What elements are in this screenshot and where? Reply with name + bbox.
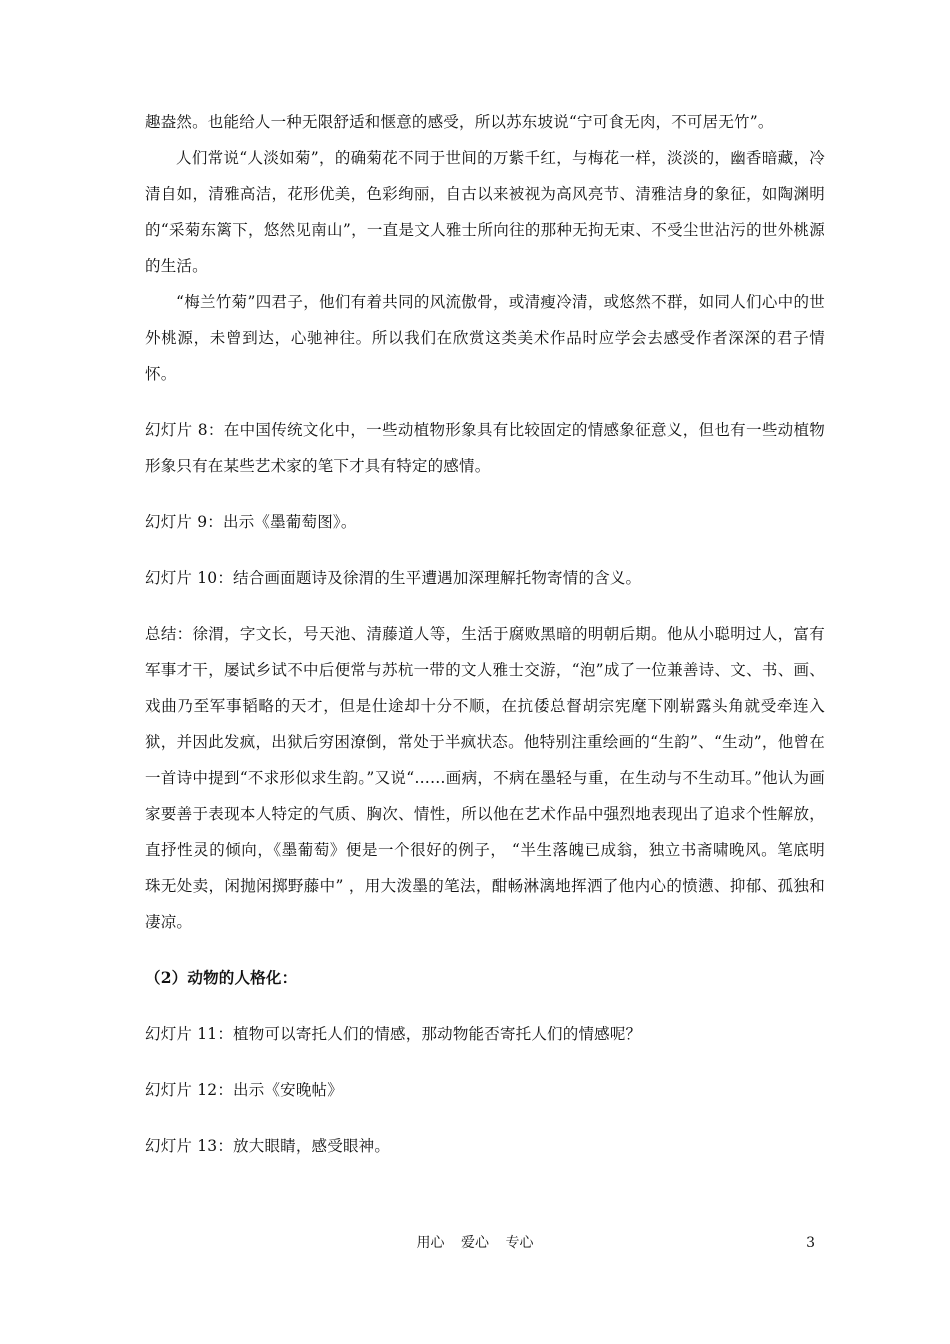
- paragraph-summary: 总结：徐渭，字文长，号天池、清藤道人等，生活于腐败黑暗的明朝后期。他从小聪明过人，富有军事才干，屡试乡试不中后便常与苏杭一带的文人雅士交游，“泡”成了一位兼善诗、文、书、画、戏曲乃至军事韬略的天才，但是仕途却十分不顺，在抗倭总督胡宗宪麾下刚崭露头角就受牵连入狱，并因此发疯，出狱后穷困潦倒，常处于半疯状态。他特别注重绘画的“生韵”、“生动”，他曾在一首诗中提到“不求形似求生韵。”又说“……画病，不病在墨轻与重，在生动与不生动耳。”他认为画家要善于表现本人特定的气质、胸次、情性，所以他在艺术作品中强烈地表现出了追求个性解放，直抒性灵的倾向，《墨葡萄》便是一个很好的例子， “半生落魄已成翁，独立书斋啸晚风。笔底明珠无处卖，闲抛闲掷野藤中” ，用大泼墨的笔法，酣畅淋漓地挥洒了他内心的愤懑、抑郁、孤独和凄凉。: [145, 625, 825, 931]
- paragraph-slide-10: 幻灯片 10：结合画面题诗及徐渭的生平遭遇加深理解托物寄情的含义。: [145, 569, 642, 587]
- paragraph-slide-13: 幻灯片 13：放大眼睛，感受眼神。: [145, 1137, 391, 1155]
- paragraph-slide-8: 幻灯片 8：在中国传统文化中，一些动植物形象具有比较固定的情感象征意义，但也有一些动植物形象只有在某些艺术家的笔下才具有特定的感情。: [145, 421, 825, 475]
- page-number: 3: [806, 1235, 815, 1251]
- paragraph-four-gentlemen: “梅兰竹菊”四君子，他们有着共同的风流傲骨，或清瘦冷清，或悠然不群，如同人们心中的世外桃源，未曾到达，心驰神往。所以我们在欣赏这类美术作品时应学会去感受作者深深的君子情怀。: [145, 293, 825, 383]
- footer-motto: 用心 爱心 专心: [416, 1235, 534, 1251]
- document-body: [145, 104, 825, 1164]
- section-heading-animal-personification: （2）动物的人格化：: [145, 968, 298, 987]
- paragraph-slide-11: 幻灯片 11：植物可以寄托人们的情感，那动物能否寄托人们的情感呢？: [145, 1025, 642, 1043]
- paragraph-bamboo-continuation: 趣盎然。也能给人一种无限舒适和惬意的感受，所以苏东坡说“宁可食无肉，不可居无竹”。: [145, 113, 774, 131]
- paragraph-slide-12: 幻灯片 12：出示《安晚帖》: [145, 1081, 343, 1099]
- paragraph-slide-9: 幻灯片 9：出示《墨葡萄图》。: [145, 513, 357, 531]
- paragraph-chrysanthemum: 人们常说“人淡如菊”，的确菊花不同于世间的万紫千红，与梅花一样，淡淡的，幽香暗藏，冷清自如，清雅高洁，花形优美，色彩绚丽，自古以来被视为高风亮节、清雅洁身的象征，如陶渊明的“采菊东篱下，悠然见南山”，一直是文人雅士所向往的那种无拘无束、不受尘世沾污的世外桃源的生活。: [145, 149, 825, 275]
